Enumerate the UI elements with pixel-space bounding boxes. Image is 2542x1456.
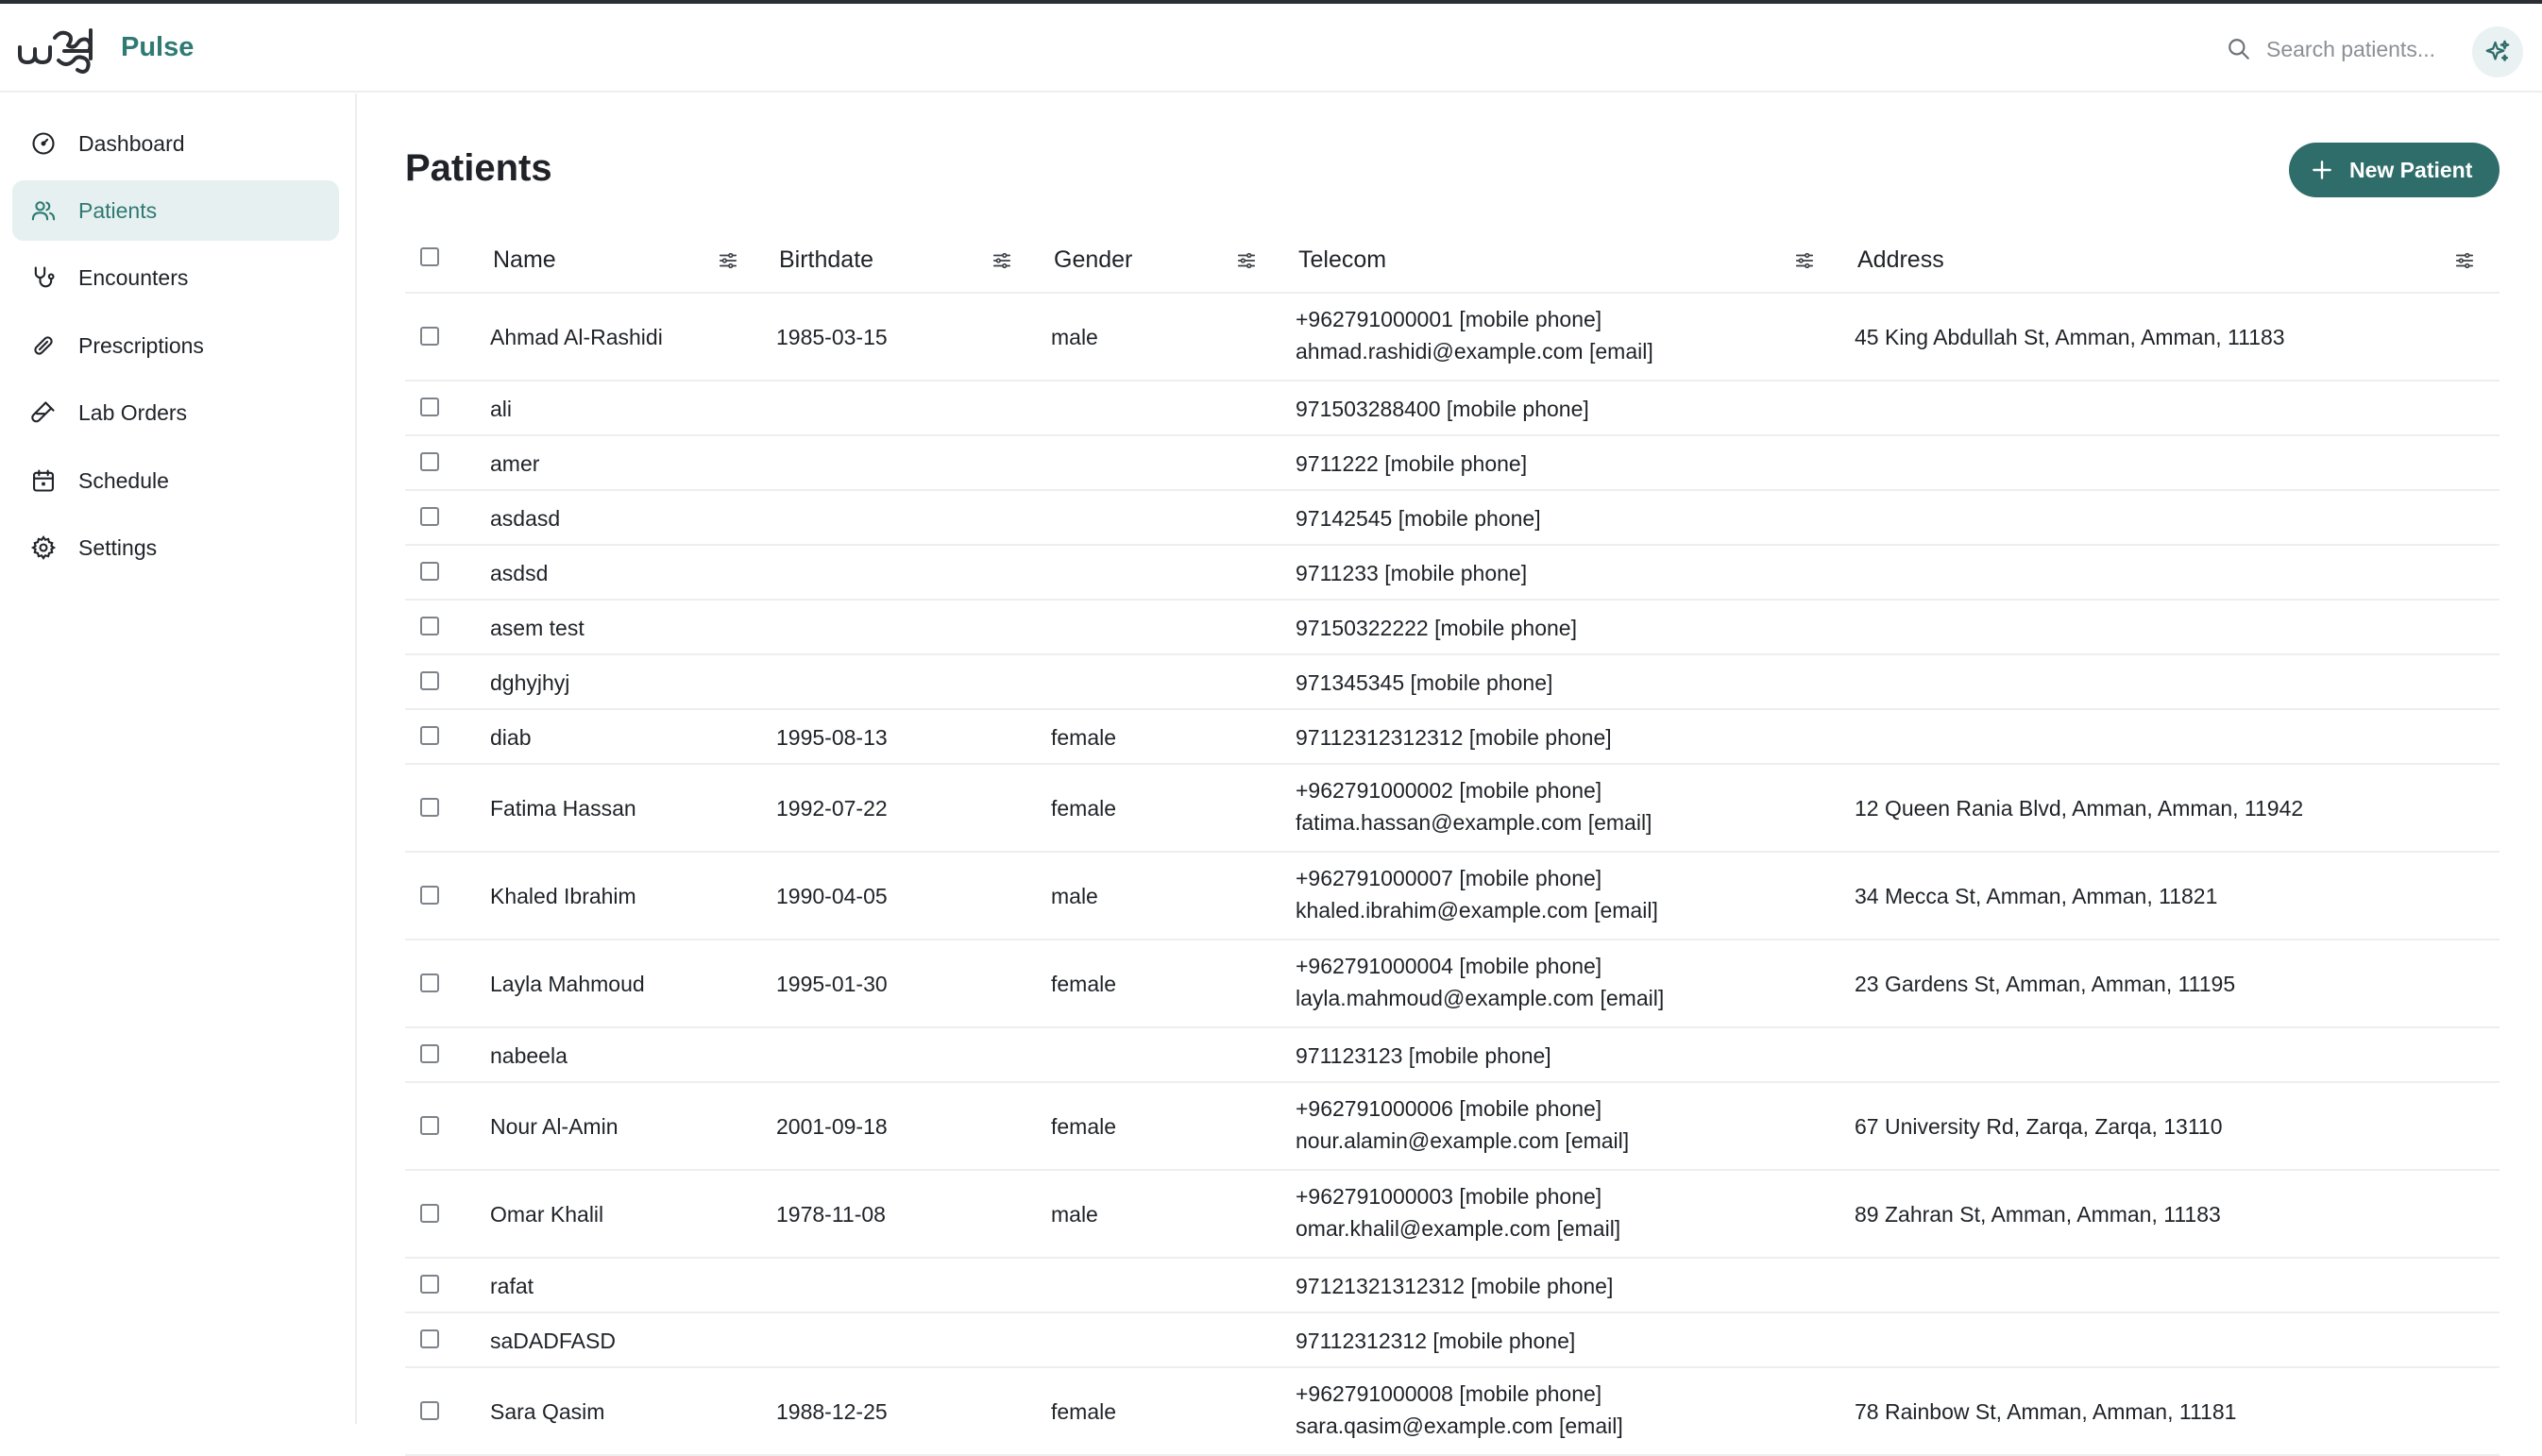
table-row[interactable] (405, 1313, 2500, 1368)
column-header-telecom[interactable]: Telecom (1298, 246, 1387, 273)
row-checkbox[interactable] (420, 617, 439, 635)
cell-name: Fatima Hassan (490, 796, 636, 821)
cell-telecom-phone: 97150322222 [mobile phone] (1296, 616, 1577, 640)
row-checkbox[interactable] (420, 1204, 439, 1223)
row-checkbox[interactable] (420, 1329, 439, 1348)
cell-telecom-email: omar.khalil@example.com [email] (1296, 1216, 1621, 1241)
cell-gender: female (1051, 1399, 1117, 1424)
row-checkbox[interactable] (420, 1044, 439, 1063)
cell-name: Nour Al-Amin (490, 1114, 619, 1139)
sidebar-item-lab-orders[interactable] (12, 382, 339, 443)
sidebar-item-label: Encounters (78, 264, 189, 290)
row-checkbox[interactable] (420, 973, 439, 992)
table-row[interactable] (405, 1171, 2500, 1259)
row-checkbox[interactable] (420, 1116, 439, 1135)
page-title: Patients (405, 147, 552, 189)
cell-telecom-phone: 971503288400 [mobile phone] (1296, 397, 1589, 421)
cell-telecom-phone: 97142545 [mobile phone] (1296, 506, 1541, 531)
table-row[interactable] (405, 1259, 2500, 1313)
cell-birthdate: 1995-08-13 (776, 725, 888, 750)
cell-telecom-phone: +962791000008 [mobile phone] (1296, 1381, 1602, 1406)
cell-telecom-email: fatima.hassan@example.com [email] (1296, 810, 1652, 835)
table-row[interactable] (405, 710, 2500, 765)
sidebar-item-label: Settings (78, 534, 158, 560)
filter-icon[interactable] (991, 250, 1012, 271)
cell-gender: male (1051, 1202, 1098, 1227)
cell-gender: male (1051, 884, 1098, 908)
ai-assistant-button[interactable] (2472, 26, 2523, 77)
cell-telecom-email: nour.alamin@example.com [email] (1296, 1128, 1630, 1153)
table-row[interactable] (405, 853, 2500, 940)
gear-icon (29, 533, 58, 562)
sidebar-item-label: Dashboard (78, 130, 185, 156)
cell-address: 23 Gardens St, Amman, Amman, 11195 (1855, 972, 2236, 996)
filter-icon[interactable] (1236, 250, 1257, 271)
row-checkbox[interactable] (420, 726, 439, 745)
filter-icon[interactable] (718, 250, 738, 271)
new-patient-label: New Patient (2349, 157, 2473, 182)
cell-gender: female (1051, 725, 1117, 750)
sparkle-icon (2483, 38, 2512, 66)
sidebar-item-label: Patients (78, 197, 158, 223)
sidebar-item-label: Prescriptions (78, 332, 204, 358)
sidebar-item-prescriptions[interactable] (12, 315, 339, 376)
row-checkbox[interactable] (420, 1275, 439, 1294)
cell-telecom-phone: +962791000001 [mobile phone] (1296, 307, 1602, 331)
table-row[interactable] (405, 381, 2500, 436)
cell-name: Layla Mahmoud (490, 972, 645, 996)
cell-name: ali (490, 397, 513, 421)
cell-name: rafat (490, 1274, 534, 1298)
search-box[interactable] (2227, 26, 2472, 72)
pill-icon (29, 331, 58, 360)
cell-name: amer (490, 451, 540, 476)
app-brand-name: Pulse (121, 32, 195, 62)
cell-gender: female (1051, 1114, 1117, 1139)
cell-telecom-email: ahmad.rashidi@example.com [email] (1296, 339, 1653, 364)
cell-name: dghyjhyj (490, 670, 570, 695)
cell-address: 45 King Abdullah St, Amman, Amman, 11183 (1855, 325, 2285, 349)
cell-telecom-email: sara.qasim@example.com [email] (1296, 1414, 1623, 1438)
cell-name: Sara Qasim (490, 1399, 605, 1424)
cell-birthdate: 1985-03-15 (776, 325, 888, 349)
cell-birthdate: 1978-11-08 (776, 1202, 886, 1227)
cell-name: Ahmad Al-Rashidi (490, 325, 663, 349)
row-checkbox[interactable] (420, 798, 439, 817)
sidebar-item-label: Schedule (78, 467, 169, 493)
table-row[interactable] (405, 491, 2500, 546)
cell-telecom-email: khaled.ibrahim@example.com [email] (1296, 898, 1658, 923)
cell-address: 12 Queen Rania Blvd, Amman, Amman, 11942 (1855, 796, 2304, 821)
cell-telecom-phone: 9711233 [mobile phone] (1296, 561, 1528, 585)
cell-telecom-phone: 9711222 [mobile phone] (1296, 451, 1528, 476)
row-checkbox[interactable] (420, 327, 439, 346)
cell-birthdate: 1988-12-25 (776, 1399, 888, 1424)
app-header (0, 4, 2542, 93)
filter-icon[interactable] (2454, 250, 2475, 271)
cell-gender: female (1051, 796, 1117, 821)
row-checkbox[interactable] (420, 507, 439, 526)
cell-birthdate: 2001-09-18 (776, 1114, 888, 1139)
filter-icon[interactable] (1794, 250, 1815, 271)
sidebar (0, 93, 357, 1424)
cell-telecom-phone: 971123123 [mobile phone] (1296, 1043, 1551, 1068)
sidebar-item-schedule[interactable] (12, 450, 339, 511)
cell-telecom-phone: 97121321312312 [mobile phone] (1296, 1274, 1614, 1298)
cell-telecom-phone: 97112312312 [mobile phone] (1296, 1329, 1576, 1353)
cell-name: asem test (490, 616, 585, 640)
cell-telecom-phone: 971345345 [mobile phone] (1296, 670, 1553, 695)
sidebar-item-patients[interactable] (12, 180, 339, 241)
cell-name: saDADFASD (490, 1329, 616, 1353)
cell-telecom-phone: +962791000007 [mobile phone] (1296, 866, 1602, 890)
cell-address: 67 University Rd, Zarqa, Zarqa, 13110 (1855, 1114, 2223, 1139)
users-icon (29, 196, 58, 225)
row-checkbox[interactable] (420, 398, 439, 416)
row-checkbox[interactable] (420, 452, 439, 471)
cell-name: diab (490, 725, 532, 750)
cell-gender: female (1051, 972, 1117, 996)
patients-table (405, 231, 2500, 1456)
sidebar-item-label: Lab Orders (78, 399, 188, 425)
table-row[interactable] (405, 436, 2500, 491)
column-header-birthdate[interactable]: Birthdate (779, 246, 874, 273)
stethoscope-icon (29, 263, 58, 292)
waj-logo-icon[interactable] (17, 25, 98, 74)
calendar-icon (29, 466, 58, 495)
column-header-name[interactable]: Name (493, 246, 556, 273)
table-header (405, 231, 2500, 294)
sidebar-item-dashboard[interactable] (12, 113, 339, 174)
table-row[interactable] (405, 601, 2500, 655)
cell-telecom-phone: 97112312312312 [mobile phone] (1296, 725, 1612, 750)
table-row[interactable] (405, 655, 2500, 710)
cell-address: 78 Rainbow St, Amman, Amman, 11181 (1855, 1399, 2237, 1424)
cell-birthdate: 1995-01-30 (776, 972, 888, 996)
table-row[interactable] (405, 765, 2500, 853)
cell-name: nabeela (490, 1043, 568, 1068)
table-row[interactable] (405, 1083, 2500, 1171)
cell-telecom-email: layla.mahmoud@example.com [email] (1296, 986, 1665, 1010)
column-header-address[interactable]: Address (1857, 246, 1944, 273)
cell-name: Omar Khalil (490, 1202, 604, 1227)
row-checkbox[interactable] (420, 1401, 439, 1420)
row-checkbox[interactable] (420, 886, 439, 905)
cell-name: Khaled Ibrahim (490, 884, 636, 908)
cell-name: asdasd (490, 506, 561, 531)
search-icon (2227, 37, 2251, 61)
row-checkbox[interactable] (420, 671, 439, 690)
cell-name: asdsd (490, 561, 549, 585)
table-row[interactable] (405, 940, 2500, 1028)
cell-telecom-phone: +962791000002 [mobile phone] (1296, 778, 1602, 803)
sidebar-item-encounters[interactable] (12, 247, 339, 308)
gauge-icon (29, 129, 58, 158)
search-input[interactable] (2266, 37, 2455, 62)
cell-address: 34 Mecca St, Amman, Amman, 11821 (1855, 884, 2218, 908)
cell-birthdate: 1990-04-05 (776, 884, 888, 908)
row-checkbox[interactable] (420, 562, 439, 581)
cell-telecom-phone: +962791000003 [mobile phone] (1296, 1184, 1602, 1209)
cell-address: 89 Zahran St, Amman, Amman, 11183 (1855, 1202, 2221, 1227)
plus-icon (2310, 158, 2334, 182)
cell-telecom-phone: +962791000006 [mobile phone] (1296, 1096, 1602, 1121)
new-patient-button[interactable] (2289, 143, 2500, 197)
table-row[interactable] (405, 1028, 2500, 1083)
test-tube-icon (29, 398, 58, 427)
cell-telecom-phone: +962791000004 [mobile phone] (1296, 954, 1602, 978)
select-all-checkbox[interactable] (420, 247, 439, 266)
column-header-gender[interactable]: Gender (1054, 246, 1133, 273)
table-row[interactable] (405, 294, 2500, 381)
table-row[interactable] (405, 1368, 2500, 1456)
cell-birthdate: 1992-07-22 (776, 796, 888, 821)
table-row[interactable] (405, 546, 2500, 601)
sidebar-item-settings[interactable] (12, 517, 339, 578)
cell-gender: male (1051, 325, 1098, 349)
